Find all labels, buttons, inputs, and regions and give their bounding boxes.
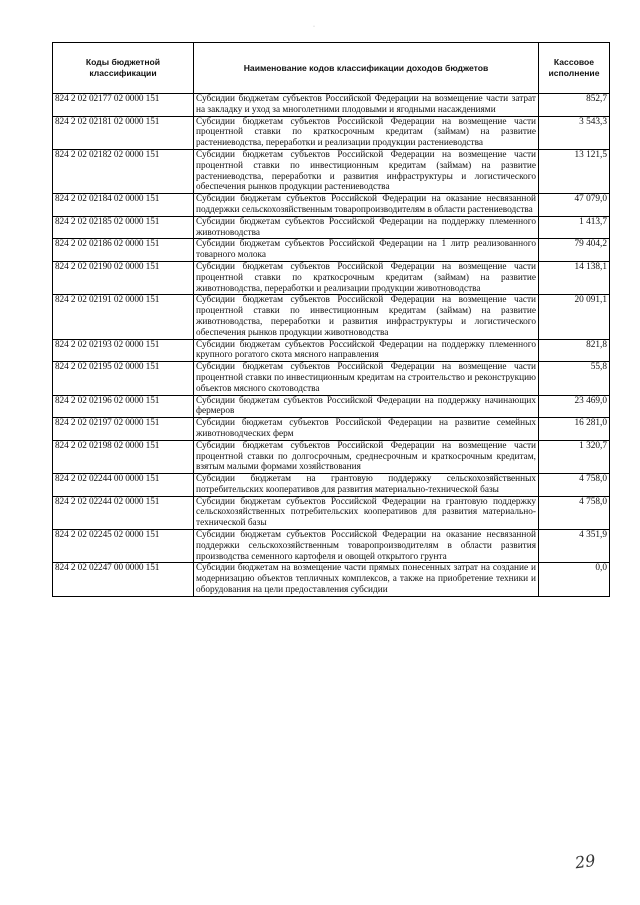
row-name: Субсидии бюджетам субъектов Российской Федерации на возмещение части процентной ставки по инвестиционным кредитам (займам) на развитие животноводства, переработки и развития инфраструктуры и логистического обеспечения рынков продукции животноводства <box>194 295 539 339</box>
row-code: 824 2 02 02195 02 0000 151 <box>53 362 194 395</box>
row-sum: 0,0 <box>539 563 610 596</box>
row-sum: 13 121,5 <box>539 149 610 193</box>
table-row <box>53 563 610 596</box>
row-code: 824 2 02 02191 02 0000 151 <box>53 295 194 339</box>
row-sum: 4 758,0 <box>539 496 610 529</box>
row-code: 824 2 02 02196 02 0000 151 <box>53 395 194 418</box>
table-row <box>53 418 610 441</box>
row-sum: 1 320,7 <box>539 440 610 473</box>
row-name: Субсидии бюджетам субъектов Российской Федерации на оказание несвязанной поддержки сельскохозяйственным товаропроизводителям в области растениеводства <box>194 194 539 217</box>
table-row <box>53 440 610 473</box>
header-code: Коды бюджетной классификации <box>53 43 194 94</box>
row-sum: 852,7 <box>539 94 610 117</box>
row-name: Субсидии бюджетам субъектов Российской Федерации на возмещение части процентной ставки по инвестиционным кредитам (займам) на развитие растениеводства, переработки и развития инфраструктуры и логистического обеспечения рынков продукции растениеводства <box>194 149 539 193</box>
row-name: Субсидии бюджетам субъектов Российской Федерации на возмещение части процентной ставки по краткосрочным кредитам (займам) на развитие животноводства, переработки и реализации продукции животноводства <box>194 261 539 294</box>
row-name: Субсидии бюджетам субъектов Российской Федерации на возмещение части процентной ставки по долгосрочным, среднесрочным и краткосрочным кредитам, взятым малыми формами хозяйствования <box>194 440 539 473</box>
row-sum: 1 413,7 <box>539 216 610 239</box>
row-code: 824 2 02 02245 02 0000 151 <box>53 530 194 563</box>
row-sum: 20 091,1 <box>539 295 610 339</box>
row-name: Субсидии бюджетам субъектов Российской Федерации на грантовую поддержку сельскохозяйственных потребительских кооперативов для развития материально-технической базы <box>194 496 539 529</box>
row-code: 824 2 02 02185 02 0000 151 <box>53 216 194 239</box>
table-row <box>53 496 610 529</box>
table-row <box>53 194 610 217</box>
row-sum: 3 543,3 <box>539 116 610 149</box>
row-code: 824 2 02 02198 02 0000 151 <box>53 440 194 473</box>
row-code: 824 2 02 02244 02 0000 151 <box>53 496 194 529</box>
row-code: 824 2 02 02177 02 0000 151 <box>53 94 194 117</box>
table-row <box>53 116 610 149</box>
table-row <box>53 149 610 193</box>
row-name: Субсидии бюджетам субъектов Российской Федерации на возмещение части процентной ставки по инвестиционным кредитам на строительство и реконструкцию объектов мясного скотоводства <box>194 362 539 395</box>
row-code: 824 2 02 02184 02 0000 151 <box>53 194 194 217</box>
row-sum: 4 351,9 <box>539 530 610 563</box>
table-row <box>53 339 610 362</box>
budget-table <box>52 42 610 597</box>
table-row <box>53 261 610 294</box>
row-code: 824 2 02 02244 00 0000 151 <box>53 474 194 497</box>
row-sum: 14 138,1 <box>539 261 610 294</box>
row-name: Субсидии бюджетам субъектов Российской Федерации на поддержку начинающих фермеров <box>194 395 539 418</box>
row-name: Субсидии бюджетам субъектов Российской Федерации на возмещение части процентной ставки по краткосрочным кредитам (займам) на развитие растениеводства, переработки и реализации продукции растениеводства <box>194 116 539 149</box>
header-name: Наименование кодов классификации доходов бюджетов <box>194 43 539 94</box>
row-sum: 55,8 <box>539 362 610 395</box>
table-row <box>53 530 610 563</box>
header-sum: Кассовое исполнение <box>539 43 610 94</box>
row-name: Субсидии бюджетам субъектов Российской Федерации на развитие семейных животноводческих ферм <box>194 418 539 441</box>
table-row <box>53 94 610 117</box>
row-code: 824 2 02 02182 02 0000 151 <box>53 149 194 193</box>
row-code: 824 2 02 02197 02 0000 151 <box>53 418 194 441</box>
row-code: 824 2 02 02190 02 0000 151 <box>53 261 194 294</box>
row-sum: 23 469,0 <box>539 395 610 418</box>
row-code: 824 2 02 02247 00 0000 151 <box>53 563 194 596</box>
table-header-row <box>53 43 610 94</box>
row-name: Субсидии бюджетам на возмещение части прямых понесенных затрат на создание и модернизацию объектов тепличных комплексов, а также на приобретение техники и оборудования на цели предоставления субсидии <box>194 563 539 596</box>
row-name: Субсидии бюджетам на грантовую поддержку сельскохозяйственных потребительских кооперативов для развития материально-технической базы <box>194 474 539 497</box>
table-row <box>53 474 610 497</box>
row-name: Субсидии бюджетам субъектов Российской Федерации на поддержку племенного крупного рогатого скота мясного направления <box>194 339 539 362</box>
scan-mark: · <box>313 24 315 30</box>
row-code: 824 2 02 02181 02 0000 151 <box>53 116 194 149</box>
table-row <box>53 239 610 262</box>
row-code: 824 2 02 02186 02 0000 151 <box>53 239 194 262</box>
row-name: Субсидии бюджетам субъектов Российской Федерации на возмещение части затрат на закладку и уход за многолетними плодовыми и ягодными насаждениями <box>194 94 539 117</box>
row-sum: 16 281,0 <box>539 418 610 441</box>
table-row <box>53 295 610 339</box>
page-number: 29 <box>573 850 597 873</box>
row-code: 824 2 02 02193 02 0000 151 <box>53 339 194 362</box>
row-sum: 821,8 <box>539 339 610 362</box>
table-row <box>53 362 610 395</box>
row-name: Субсидии бюджетам субъектов Российской Федерации на оказание несвязанной поддержки сельскохозяйственным товаропроизводителям в области развития производства семенного картофеля и овощей открытого грунта <box>194 530 539 563</box>
row-name: Субсидии бюджетам субъектов Российской Федерации на поддержку племенного животноводства <box>194 216 539 239</box>
table-row <box>53 216 610 239</box>
row-sum: 47 079,0 <box>539 194 610 217</box>
table-row <box>53 395 610 418</box>
row-sum: 4 758,0 <box>539 474 610 497</box>
row-name: Субсидии бюджетам субъектов Российской Федерации на 1 литр реализованного товарного молока <box>194 239 539 262</box>
row-sum: 79 404,2 <box>539 239 610 262</box>
table-body <box>53 94 610 597</box>
